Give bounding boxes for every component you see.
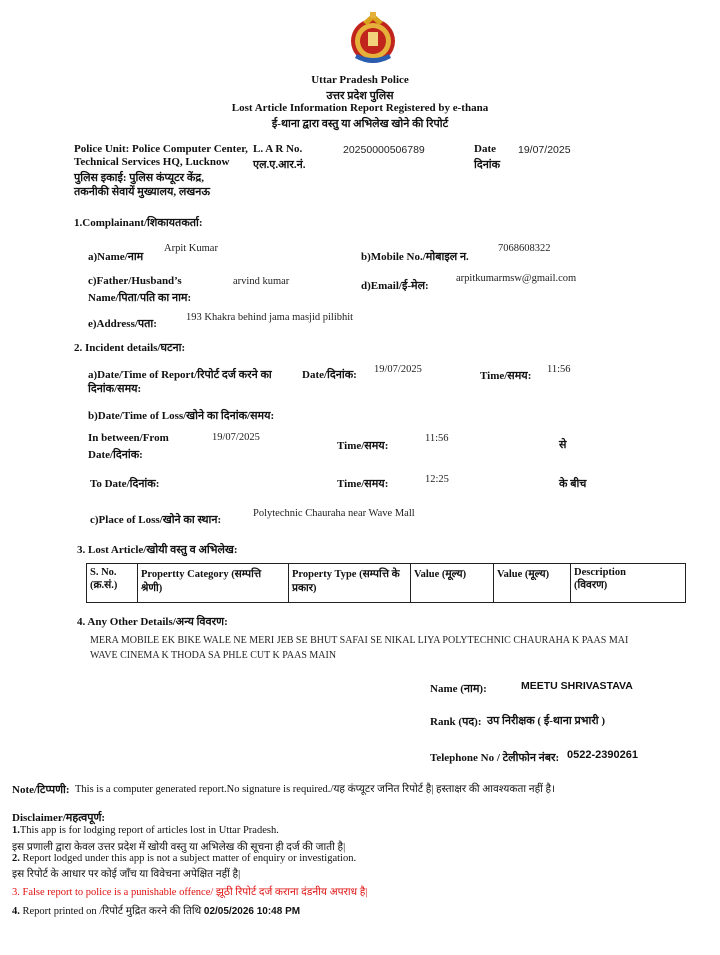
- disclaimer-1: [12, 825, 279, 836]
- col-description-line2: (विवरण): [574, 580, 608, 591]
- email-label: d)Email/ई-मेल:: [361, 280, 429, 292]
- police-unit-label-2: Technical Services HQ, Lucknow: [74, 156, 230, 168]
- disclaimer-2-en: Report lodged under this app is not a subject matter of enquiry or investigation.: [22, 853, 357, 864]
- place-value: Polytechnic Chauraha near Wave Mall: [253, 508, 415, 519]
- col-sno-line2: (क्र.सं.): [90, 580, 118, 591]
- report-title-hindi: ई-थाना द्वारा वस्तु या अभिलेख खोने की रिपोर्ट: [271, 118, 449, 130]
- officer-phone-label: Telephone No / टेलीफोन नंबर:: [430, 752, 560, 764]
- other-details-heading: 4. Any Other Details/अन्य विवरण:: [77, 616, 228, 628]
- other-details-line1: MERA MOBILE EK BIKE WALE NE MERI JEB SE BHUT SAFAI SE NIKAL LIYA POLYTECHNIC CHAURAHA K PAAS MAI: [90, 635, 629, 646]
- col-value-1: [411, 564, 494, 603]
- disclaimer-1-en: This app is for lodging report of articles lost in Uttar Pradesh.: [19, 825, 279, 836]
- police-unit-label-hindi-2: तकनीकी सेवायें मुख्यालय, लखनऊ: [74, 186, 211, 198]
- from-time-label: Time/समय:: [337, 440, 389, 452]
- address-label: e)Address/पता:: [88, 318, 157, 330]
- lar-number: 20250000506789: [343, 144, 425, 156]
- org-title-hindi: उत्तर प्रदेश पुलिस: [326, 90, 394, 102]
- col-value-2-line1: Value (मूल्य): [497, 569, 550, 580]
- disclaimer-2: [12, 853, 356, 864]
- mobile-label: b)Mobile No./मोबाइल न.: [361, 251, 469, 263]
- police-unit-label: Police Unit: Police Computer Center,: [74, 143, 248, 155]
- disclaimer-1-hindi: इस प्रणाली द्वारा केवल उत्तर प्रदेश में खोयी वस्तु या अभिलेख की सूचना ही दर्ज की जाती है|: [12, 842, 346, 853]
- to-time-value: 12:25: [425, 474, 449, 485]
- disclaimer-4: [12, 904, 300, 918]
- officer-rank-value: उप निरीक्षक ( ई-थाना प्रभारी ): [487, 715, 606, 727]
- lar-label-hindi: एल.ए.आर.नं.: [253, 159, 306, 171]
- place-label: c)Place of Loss/खोने का स्थान:: [90, 514, 222, 526]
- disclaimer-heading: Disclaimer/महत्वपूर्ण:: [12, 812, 106, 824]
- from-date-label: In between/From: [88, 432, 169, 444]
- report-datetime-label-2: दिनांक/समय:: [88, 383, 142, 395]
- officer-phone-value: 0522-2390261: [567, 749, 638, 761]
- col-value-2: [494, 564, 571, 603]
- up-police-emblem: [345, 10, 401, 66]
- report-time-label: Time/समय:: [480, 370, 532, 382]
- other-details-line2: WAVE CINEMA K THODA SA PHLE CUT K PAAS MAIN: [90, 650, 337, 661]
- lost-article-heading: 3. Lost Article/खोयी वस्तु व अभिलेख:: [77, 544, 238, 556]
- col-type-line2: प्रकार): [292, 583, 317, 594]
- col-sno: [87, 564, 138, 603]
- officer-rank-label: Rank (पद):: [430, 716, 482, 728]
- date-label: Date: [474, 143, 496, 155]
- loss-datetime-label: b)Date/Time of Loss/खोने का दिनांक/समय:: [88, 410, 275, 422]
- print-timestamp: 02/05/2026 10:48 PM: [203, 906, 301, 917]
- email-value: arpitkumarmsw@gmail.com: [456, 273, 577, 284]
- disclaimer-4-num: 4.: [12, 906, 20, 917]
- disclaimer-3-warning: 3. False report to police is a punishable offence/ झूठी रिपोर्ट दर्ज कराना दंडनीय अपराध है|: [12, 887, 368, 898]
- disclaimer-1-num: 1.: [12, 825, 20, 836]
- to-time-label: Time/समय:: [337, 478, 389, 490]
- disclaimer-4-text: Report printed on /रिपोर्ट मुद्रित करने की तिथि: [22, 906, 202, 917]
- from-time-value: 11:56: [425, 433, 449, 444]
- to-date-label: To Date/दिनांक:: [90, 478, 160, 490]
- to-suffix: के बीच: [559, 478, 587, 490]
- report-time-value: 11:56: [547, 364, 571, 375]
- report-datetime-label: a)Date/Time of Report/रिपोर्ट दर्ज करने का: [88, 369, 272, 381]
- col-type-line1: Property Type (सम्पत्ति के: [292, 569, 400, 580]
- father-value: arvind kumar: [233, 276, 290, 287]
- address-value: 193 Khakra behind jama masjid pilibhit: [186, 312, 354, 323]
- disclaimer-2-num: 2.: [12, 853, 20, 864]
- incident-heading: 2. Incident details/घटना:: [74, 342, 186, 354]
- report-title: Lost Article Information Report Registered by e-thana: [231, 102, 489, 114]
- from-date-label-2: Date/दिनांक:: [88, 449, 143, 461]
- report-date: 19/07/2025: [518, 144, 571, 156]
- name-label: a)Name/नाम: [88, 251, 144, 263]
- col-category-line2: श्रेणी): [141, 583, 163, 594]
- org-title: Uttar Pradesh Police: [311, 74, 409, 86]
- date-label-hindi: दिनांक: [474, 159, 501, 171]
- col-category-line1: Propertty Category (सम्पत्ति: [141, 569, 262, 580]
- mobile-value: 7068608322: [498, 243, 551, 254]
- table-header-row: [87, 564, 686, 603]
- report-date-label: Date/दिनांक:: [302, 369, 357, 381]
- col-category: [138, 564, 289, 603]
- col-description-line1: Description: [574, 567, 626, 578]
- col-value-1-line1: Value (मूल्य): [414, 569, 467, 580]
- lar-label: L. A R No.: [253, 143, 303, 155]
- complainant-heading: 1.Complainant/शिकायतकर्ता:: [74, 217, 203, 229]
- officer-name-label: Name (नाम):: [430, 683, 487, 695]
- note-text: This is a computer generated report.No signature is required./यह कंप्यूटर जनित रिपोर्ट है| हस्ताक्षर की आवश्यकता नहीं है।: [75, 784, 556, 795]
- col-description: [571, 564, 686, 603]
- father-label: c)Father/Husband’s: [88, 275, 182, 287]
- report-date-value: 19/07/2025: [374, 364, 422, 375]
- lost-article-table: [86, 563, 686, 603]
- disclaimer-2-hindi: इस रिपोर्ट के आधार पर कोई जाँच या विवेचना अपेक्षित नहीं है|: [12, 869, 241, 880]
- officer-name-value: MEETU SHRIVASTAVA: [521, 680, 633, 692]
- police-unit-label-hindi: पुलिस इकाई: पुलिस कंप्यूटर केंद्र,: [74, 172, 204, 184]
- name-value: Arpit Kumar: [164, 243, 218, 254]
- col-type: [289, 564, 411, 603]
- note-label: Note/टिप्पणी:: [12, 784, 70, 796]
- from-date-value: 19/07/2025: [212, 432, 260, 443]
- from-suffix: से: [559, 439, 567, 451]
- father-label-2: Name/पिता/पति का नाम:: [88, 292, 192, 304]
- col-sno-line1: S. No.: [90, 567, 117, 578]
